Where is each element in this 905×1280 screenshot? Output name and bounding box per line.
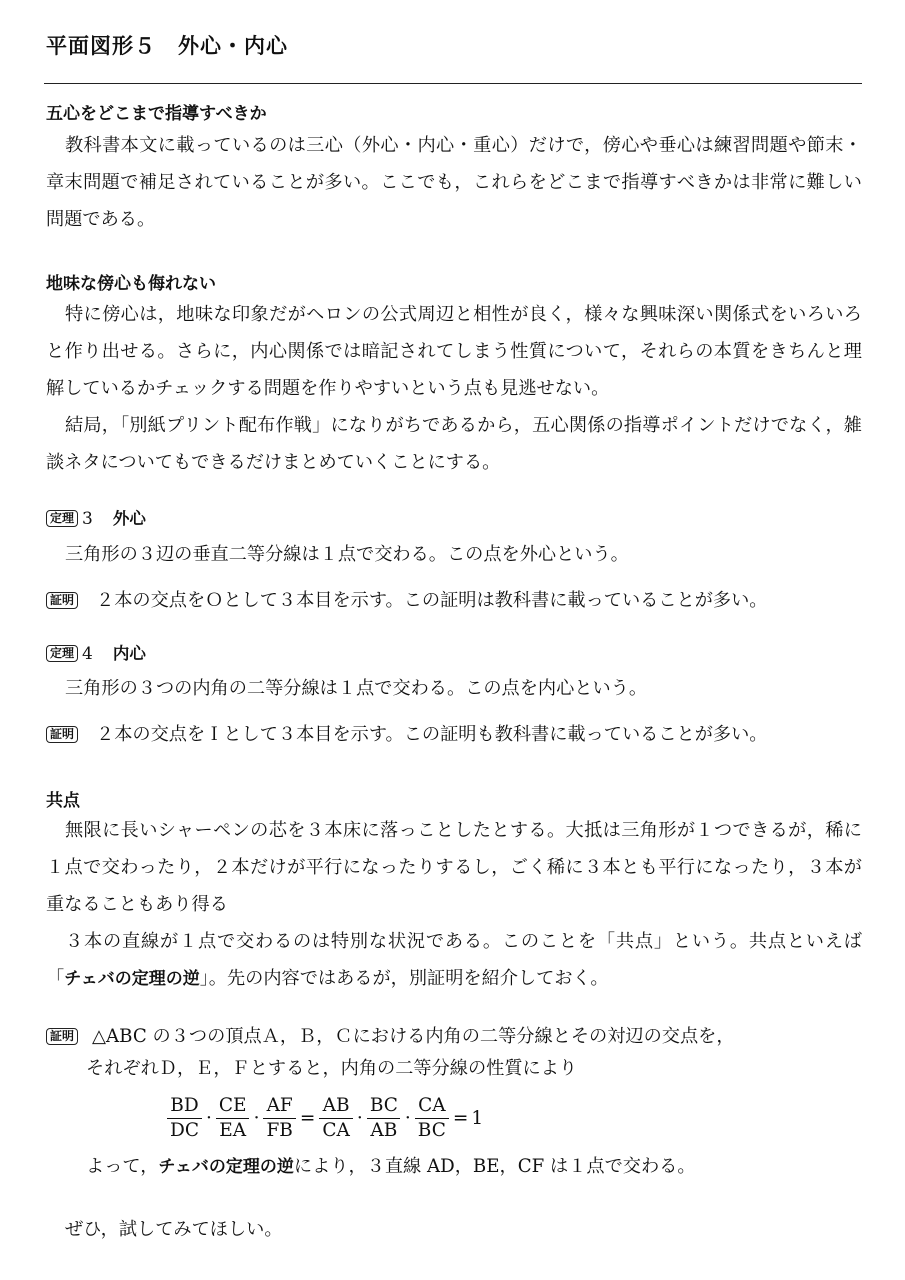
theorem-badge: 定理 [46,645,78,662]
numerator: BD [170,1094,199,1116]
denominator: BC [415,1118,449,1142]
fraction [167,1095,202,1142]
proof-badge: 証明 [46,592,78,609]
paragraph-excenter-2: 結局，「別紙プリント配布作戦」になりがちであるから，五心関係の指導ポイントだけでなく，雑談ネタについてもできるだけまとめていくことにする。 [46,415,862,473]
fraction [367,1095,401,1142]
numerator: AB [322,1094,350,1116]
theorem-3-statement: 三角形の３辺の垂直二等分線は１点で交わる。この点を外心という。 [65,544,629,565]
theorem-4-proof [46,720,768,746]
proof-text: ２本の交点をＯとして３本目を示す。この証明は教科書に載っていることが多い。 [96,590,768,611]
multiply-dot: · [253,1107,260,1129]
paragraph-text: 」。先の内容ではあるが，別証明を紹介しておく。 [199,968,609,989]
denominator: EA [216,1118,249,1142]
multiply-dot: · [404,1107,411,1129]
paragraph-excenter-1: 特に傍心は，地味な印象だがヘロンの公式周辺と相性が良く，様々な興味深い関係式をいろいろと作り出せる。さらに，内心関係では暗記されてしまう性質について，それらの本質をきちんと理解しているかチェックする問題を作りやすいという点も見逃せない。 [46,304,862,399]
ceva-converse-emphasis: チェバの定理の逆 [158,1157,294,1177]
fraction [319,1095,353,1142]
multiply-dot: · [206,1107,212,1129]
theorem-3-proof [46,586,768,612]
proof-text: により，３直線 AD，BE，CF は１点で交わる。 [293,1156,696,1177]
theorem-4-header [46,640,146,664]
ceva-proof-line-2: それぞれＤ，Ｅ，Ｆとすると，内角の二等分線の性質により [86,1058,578,1079]
section-heading-concurrent: 共点 [46,791,80,811]
equals-sign: = [299,1107,316,1129]
paragraph-concurrent-1: 無限に長いシャーペンの芯を３本床に落っことしたとする。大抵は三角形が１つできるが，稀に１点で交わったり，２本だけが平行になったりするし，ごく稀に３本とも平行になったり，３本が重なることもあり得る [46,820,862,915]
denominator: AB [367,1118,400,1142]
theorem-badge: 定理 [46,510,78,527]
numerator: AF [266,1094,293,1116]
proof-badge: 証明 [46,726,78,743]
page-title: 平面図形５ 外心・内心 [46,34,288,58]
fraction [263,1095,295,1142]
numerator: CA [418,1094,446,1116]
section-heading-excenter: 地味な傍心も侮れない [46,274,216,294]
theorem-4-statement: 三角形の３つの内角の二等分線は１点で交わる。この点を内心という。 [65,678,648,699]
theorem-name: 外心 [112,509,146,528]
theorem-3-header [46,505,146,529]
ceva-proof-line-1 [46,1022,735,1048]
equals-sign: = [452,1107,469,1129]
denominator: FB [263,1118,295,1142]
formula-result: 1 [471,1107,484,1129]
theorem-number: 3 [82,509,93,529]
denominator: DC [167,1118,202,1142]
proof-text: よって， [86,1156,159,1177]
ceva-proof-conclusion [86,1152,696,1178]
fraction [415,1095,449,1142]
fraction [216,1095,250,1142]
proof-text: ２本の交点をＩとして３本目を示す。この証明も教科書に載っていることが多い。 [96,724,768,745]
proof-badge: 証明 [46,1028,78,1045]
title-divider [44,83,862,84]
denominator: CA [319,1118,353,1142]
closing-remark: ぜひ，試してみてほしい。 [65,1219,283,1240]
multiply-dot: · [356,1107,363,1129]
numerator: BC [369,1094,398,1116]
paragraph-five-centers: 教科書本文に載っているのは三心（外心・内心・重心）だけで，傍心や垂心は練習問題や節末・章末問題で補足されていることが多い。ここでも，これらをどこまで指導すべきかは非常に難しい問題である。 [46,135,862,230]
theorem-number: 4 [82,644,93,664]
paragraph-concurrent-2 [46,923,862,998]
section-heading-five-centers: 五心をどこまで指導すべきか [46,104,267,124]
ceva-converse-emphasis: チェバの定理の逆 [64,969,200,989]
ceva-formula [166,1090,483,1146]
numerator: CE [218,1094,247,1116]
paragraph-text: ３本の直線が１点で交わるのは特別な状況である。このことを「共点」という。共点といえば「 [46,931,862,989]
theorem-name: 内心 [112,644,146,663]
proof-text: △ABC の３つの頂点Ａ，Ｂ，Ｃにおける内角の二等分線とその対辺の交点を， [92,1026,735,1047]
